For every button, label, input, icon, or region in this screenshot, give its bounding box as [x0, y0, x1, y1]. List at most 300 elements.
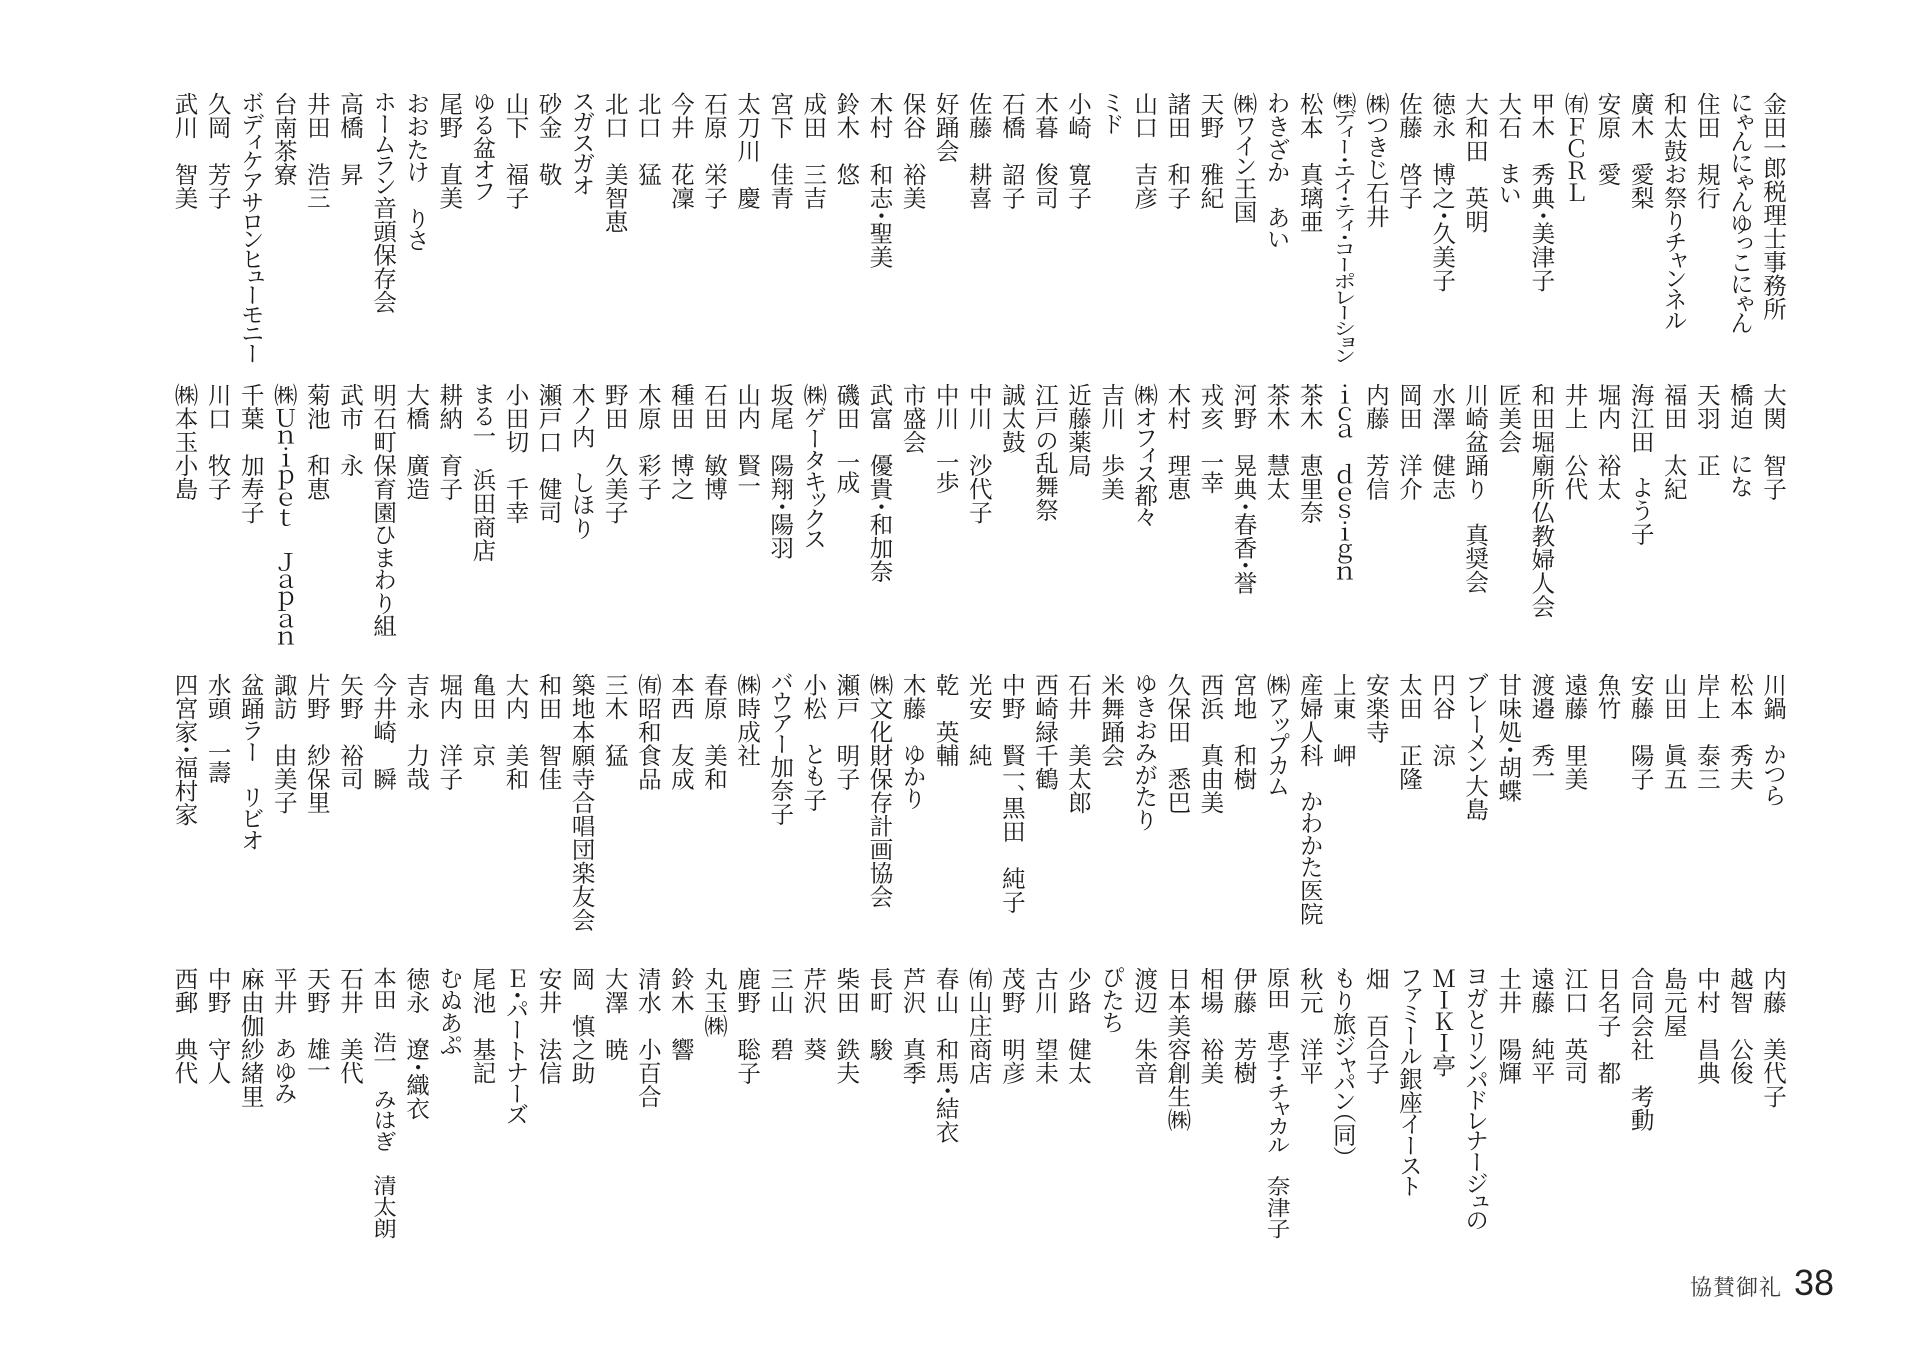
sponsor-column — [1261, 383, 1294, 658]
sponsor-name: 今井 花凜 — [666, 92, 695, 210]
sponsor-column — [764, 673, 797, 948]
sponsor-name: 種田 博之 — [666, 383, 695, 501]
sponsor-name: 明石町保育園ひまわり組 — [369, 383, 398, 638]
sponsor-column — [930, 673, 963, 948]
sponsor-column — [1095, 673, 1128, 948]
sponsor-column — [797, 92, 830, 367]
sponsor-column — [532, 383, 565, 658]
sponsor-name: 茂野 明彦 — [997, 967, 1026, 1085]
sponsor-name: 瀬戸 明子 — [832, 673, 861, 791]
sponsor-name: 和田堀廟所仏教婦人会 — [1527, 383, 1556, 618]
sponsor-column — [1525, 967, 1558, 1242]
sponsor-column — [1360, 383, 1393, 658]
sponsor-column — [863, 92, 896, 367]
sponsor-name: 石井 美代 — [335, 967, 364, 1085]
sponsor-name: ｉｃａ ｄｅｓｉｇｎ — [1328, 383, 1357, 582]
sponsor-column — [1029, 673, 1062, 948]
sponsor-name: 中川 一歩 — [931, 383, 960, 494]
sponsor-name: 小崎 寛子 — [1064, 92, 1093, 210]
sponsor-column — [1558, 967, 1591, 1242]
sponsor-column — [896, 673, 929, 948]
sponsor-column — [599, 967, 632, 1242]
sponsor-name: 丸玉㈱ — [700, 967, 728, 1038]
sponsor-name: ゆる盆オフ — [468, 92, 497, 201]
sponsor-name: スガスガオ — [567, 92, 596, 197]
sponsor-column — [1327, 673, 1360, 948]
sponsor-column — [1591, 967, 1624, 1242]
sponsor-name: 日名子 都 — [1593, 967, 1622, 1085]
sponsor-column — [1128, 673, 1161, 948]
sponsor-column — [532, 967, 565, 1242]
sponsor-name: 三山 碧 — [766, 967, 795, 1061]
sponsor-column — [1724, 673, 1757, 948]
sponsor-column — [1062, 383, 1095, 658]
sponsor-name: ボディケアサロンヒューモニー — [236, 92, 265, 365]
sponsor-name: 木村 理恵 — [1163, 383, 1192, 501]
sponsor-name: 尾野 直美 — [435, 92, 464, 210]
sponsor-name: 堀内 裕太 — [1593, 383, 1622, 501]
sponsor-column — [235, 673, 268, 948]
sponsor-column — [665, 673, 698, 948]
sponsor-name: 合同会社 考動 — [1626, 967, 1655, 1132]
sponsor-column — [334, 383, 367, 658]
sponsor-band — [167, 673, 1790, 948]
sponsor-name: 台南茶寮 — [269, 92, 298, 186]
sponsor-name: 近藤薬局 — [1064, 383, 1093, 477]
sponsor-name: 魚竹 — [1593, 673, 1622, 720]
sponsor-column — [268, 383, 301, 658]
sponsor-name: 岡 慎之助 — [567, 967, 596, 1085]
sponsor-name: ゆきおみがたり — [1130, 673, 1159, 831]
sponsor-column — [996, 383, 1029, 658]
sponsor-name: 金田一郎税理士事務所 — [1759, 92, 1787, 321]
sponsor-column — [1393, 673, 1426, 948]
sponsor-column — [830, 967, 863, 1242]
sponsor-name: 西郵 典代 — [170, 967, 199, 1085]
sponsor-column — [268, 967, 301, 1242]
sponsor-name: 吉川 歩美 — [1097, 383, 1126, 501]
sponsor-column — [433, 967, 466, 1242]
sponsor-name: 吉永 力哉 — [402, 673, 431, 791]
sponsor-column — [632, 92, 665, 367]
sponsor-name: 佐藤 耕喜 — [964, 92, 993, 210]
sponsor-name: 石原 栄子 — [700, 92, 728, 210]
sponsor-name: もり旅ジャパン（同） — [1328, 967, 1357, 1158]
sponsor-column — [1757, 673, 1790, 948]
sponsor-name: 徳永 博之・久美子 — [1428, 92, 1457, 292]
sponsor-column — [1658, 673, 1691, 948]
sponsor-column — [1625, 673, 1658, 948]
sponsor-column — [963, 673, 996, 948]
sponsor-name: 茶木 恵里奈 — [1295, 383, 1324, 524]
sponsor-column — [996, 92, 1029, 367]
sponsor-name: 松本 秀夫 — [1725, 673, 1754, 791]
sponsor-name: 成田 三吉 — [799, 92, 828, 210]
sponsor-column — [996, 673, 1029, 948]
sponsor-name: 少路 健太 — [1064, 967, 1093, 1085]
sponsor-column — [1360, 673, 1393, 948]
sponsor-column — [1625, 967, 1658, 1242]
sponsor-column — [1459, 967, 1492, 1242]
sponsor-column — [168, 967, 201, 1242]
sponsor-name: わきざか あい — [1262, 92, 1291, 250]
sponsor-name: まる一 浜田商店 — [468, 383, 497, 562]
sponsor-name: 堀内 洋子 — [435, 673, 464, 791]
sponsor-column — [367, 383, 400, 658]
sponsor-name: 日本美容創生㈱ — [1163, 967, 1192, 1132]
sponsor-name: 住田 規行 — [1692, 92, 1721, 210]
sponsor-name: 米舞踊会 — [1097, 673, 1126, 767]
sponsor-name: 天羽 正 — [1692, 383, 1721, 477]
sponsor-name: ホームラン音頭保存会 — [369, 92, 398, 314]
sponsor-column — [930, 92, 963, 367]
sponsor-column — [235, 967, 268, 1242]
sponsor-name: ㈲ＦＣＲＬ — [1560, 92, 1589, 204]
sponsor-name: 原田 恵子・チャカル 奈津子 — [1262, 967, 1291, 1239]
sponsor-column — [1327, 383, 1360, 658]
sponsor-name: 久岡 芳子 — [203, 92, 232, 210]
sponsor-column — [1492, 967, 1525, 1242]
sponsor-name: 三木 猛 — [600, 673, 629, 767]
sponsor-name: 鈴木 響 — [666, 967, 695, 1061]
sponsor-column — [1029, 383, 1062, 658]
sponsor-column — [764, 967, 797, 1242]
sponsor-name: ぴたち — [1097, 967, 1126, 1035]
sponsor-column — [334, 673, 367, 948]
sponsor-column — [466, 967, 499, 1242]
sponsor-name: 橋迫 にな — [1725, 383, 1754, 498]
sponsor-column — [202, 967, 235, 1242]
section-title: 協賛御礼 — [1689, 1276, 1782, 1301]
sponsor-column — [532, 673, 565, 948]
sponsor-name: 川鍋 かつら — [1759, 673, 1787, 807]
sponsor-column — [1261, 967, 1294, 1242]
sponsor-column — [1525, 92, 1558, 367]
sponsor-column — [830, 92, 863, 367]
sponsor-name: 太田 正隆 — [1394, 673, 1423, 791]
sponsor-name: 芹沢 葵 — [799, 967, 828, 1061]
sponsor-name: 佐藤 啓子 — [1394, 92, 1423, 210]
sponsor-column — [1194, 673, 1227, 948]
sponsor-name: 清水 小百合 — [633, 967, 662, 1108]
sponsor-name: 小松 とも子 — [799, 673, 828, 812]
sponsor-column — [896, 92, 929, 367]
sponsor-name: 内藤 芳信 — [1361, 383, 1390, 501]
sponsor-name: 光安 純 — [964, 673, 993, 767]
sponsor-name: 相場 裕美 — [1196, 967, 1225, 1085]
sponsor-column — [1459, 92, 1492, 367]
sponsor-name: 亀田 京 — [468, 673, 497, 767]
sponsor-name: 甘味処・胡蝶 — [1494, 673, 1523, 803]
sponsor-name: 大澤 暁 — [600, 967, 629, 1061]
sponsor-column — [1128, 383, 1161, 658]
sponsor-column — [930, 967, 963, 1242]
sponsor-name: 鹿野 聡子 — [733, 967, 762, 1085]
sponsor-column — [334, 967, 367, 1242]
sponsor-column — [1658, 383, 1691, 658]
sponsor-name: 本田 浩一 みはぎ 清太朗 — [369, 967, 398, 1240]
sponsor-column — [1691, 383, 1724, 658]
sponsor-column — [632, 673, 665, 948]
sponsor-name: ヨガとリンパドレナージュの — [1461, 967, 1490, 1231]
sponsor-column — [1558, 383, 1591, 658]
sponsor-name: 盆踊ラー リビオ — [236, 673, 265, 851]
sponsor-column — [433, 92, 466, 367]
sponsor-column — [1227, 383, 1260, 658]
sponsor-column — [1492, 383, 1525, 658]
sponsor-name: 上東 岬 — [1328, 673, 1357, 767]
sponsor-column — [499, 383, 532, 658]
sponsor-name: 磯田 一成 — [832, 383, 861, 494]
sponsor-column — [1426, 673, 1459, 948]
sponsor-name: 瀬戸口 健司 — [534, 383, 563, 524]
sponsor-name: 山内 賢一 — [733, 383, 762, 494]
sponsor-name: 伊藤 芳樹 — [1229, 967, 1258, 1085]
sponsor-name: 宮地 和樹 — [1229, 673, 1258, 791]
sponsor-column — [896, 967, 929, 1242]
sponsor-column — [1327, 92, 1360, 367]
sponsor-column — [1161, 967, 1194, 1242]
sponsor-column — [632, 383, 665, 658]
sponsor-name: ブレーメン大島 — [1461, 673, 1490, 821]
sponsor-column — [466, 92, 499, 367]
sponsor-name: 安原 愛 — [1593, 92, 1622, 186]
sponsor-column — [731, 673, 764, 948]
sponsor-name: 中川 沙代子 — [964, 383, 993, 524]
sponsor-column — [1360, 967, 1393, 1242]
sponsor-name: 渡邉 秀一 — [1527, 673, 1556, 784]
sponsor-name: 長町 駿 — [865, 967, 894, 1061]
sponsor-name: にゃんにゃんゆっこにゃん — [1725, 92, 1754, 335]
sponsor-column — [1426, 92, 1459, 367]
sponsor-column — [235, 383, 268, 658]
sponsor-column — [1591, 383, 1624, 658]
sponsor-column — [499, 673, 532, 948]
sponsor-column — [665, 383, 698, 658]
sponsor-column — [1757, 967, 1790, 1242]
sponsor-column — [1724, 92, 1757, 367]
sponsor-name: 耕納 育子 — [435, 383, 464, 501]
sponsor-name: 芦沢 真季 — [898, 967, 927, 1085]
sponsor-column — [698, 673, 731, 948]
sponsor-name: ㈱ディー・エイ・ティ・コーポレーション — [1328, 92, 1357, 364]
sponsor-name: 乾 英輔 — [931, 673, 960, 767]
sponsor-name: 太刀川 慶 — [733, 92, 762, 210]
sponsor-column — [1426, 967, 1459, 1242]
sponsor-column — [433, 673, 466, 948]
sponsor-column — [433, 383, 466, 658]
sponsor-column — [1294, 967, 1327, 1242]
sponsor-name: おおたけ りさ — [402, 92, 431, 253]
sponsor-column — [400, 967, 433, 1242]
sponsor-column — [797, 383, 830, 658]
sponsor-name: 山下 福子 — [501, 92, 530, 210]
sponsor-name: 北口 猛 — [633, 92, 662, 186]
sponsor-name: 川崎盆踊り 真奨会 — [1461, 383, 1490, 594]
sponsor-column — [1625, 92, 1658, 367]
sponsor-column — [963, 967, 996, 1242]
sponsor-name: 尾池 基記 — [468, 967, 497, 1085]
sponsor-name: 海江田 よう子 — [1626, 383, 1655, 546]
sponsor-name: 築地本願寺合唱団楽友会 — [567, 673, 596, 932]
sponsor-column — [168, 92, 201, 367]
sponsor-column — [665, 967, 698, 1242]
sponsor-column — [1591, 673, 1624, 948]
sponsor-column — [1525, 383, 1558, 658]
sponsor-column — [731, 92, 764, 367]
sponsor-name: 安楽寺 — [1361, 673, 1390, 744]
sponsor-column — [1492, 673, 1525, 948]
sponsor-column — [599, 92, 632, 367]
sponsor-column — [1691, 92, 1724, 367]
sponsor-name: 和田 智佳 — [534, 673, 563, 791]
sponsor-name: 山田 眞五 — [1659, 673, 1688, 791]
sponsor-column — [466, 383, 499, 658]
sponsor-column — [1691, 967, 1724, 1242]
sponsor-name: 大橋 廣造 — [402, 383, 431, 501]
sponsor-column — [599, 673, 632, 948]
sponsor-name: 岡田 洋介 — [1394, 383, 1423, 501]
sponsor-name: 好踊会 — [931, 92, 960, 163]
sponsor-column — [499, 92, 532, 367]
sponsor-column — [1062, 967, 1095, 1242]
sponsor-name: 春原 美和 — [700, 673, 728, 791]
sponsor-column — [863, 967, 896, 1242]
sponsor-name: 岸上 泰三 — [1692, 673, 1721, 791]
sponsor-name: 木村 和志・聖美 — [865, 92, 894, 269]
sponsor-name: 井田 浩三 — [302, 92, 331, 210]
sponsor-column — [1029, 92, 1062, 367]
sponsor-name: ファミール銀座イースト — [1394, 967, 1423, 1197]
sponsor-name: 安藤 陽子 — [1626, 673, 1655, 791]
sponsor-name: バウアー加奈子 — [766, 673, 795, 826]
sponsor-column — [797, 967, 830, 1242]
sponsor-name: ㈱オフィス都々 — [1130, 383, 1159, 527]
sponsor-name: ミド — [1097, 92, 1126, 136]
sponsor-column — [1591, 92, 1624, 367]
sponsor-column — [1492, 92, 1525, 367]
sponsor-name: ㈱アップカム — [1262, 673, 1291, 797]
sponsor-column — [1261, 673, 1294, 948]
sponsor-name: 戎亥 一幸 — [1196, 383, 1225, 494]
sponsor-column — [1757, 383, 1790, 658]
sponsor-column — [1062, 92, 1095, 367]
sponsor-name: 木暮 俊司 — [1030, 92, 1059, 210]
sponsor-name: 水澤 健志 — [1428, 383, 1457, 501]
sponsor-column — [1128, 967, 1161, 1242]
sponsor-column — [863, 383, 896, 658]
sponsor-name: 誠太鼓 — [997, 383, 1026, 454]
sponsor-name: 産婦人科 かわかた医院 — [1295, 673, 1324, 926]
sponsor-column — [1029, 967, 1062, 1242]
sponsor-column — [1261, 92, 1294, 367]
sponsor-column — [698, 383, 731, 658]
sponsor-name: 甲木 秀典・美津子 — [1527, 92, 1556, 292]
sponsor-band — [167, 92, 1790, 367]
sponsor-column — [996, 967, 1029, 1242]
sponsor-name: 平井 あゆみ — [269, 967, 298, 1105]
sponsor-name: 井上 公代 — [1560, 383, 1589, 501]
sponsor-column — [367, 673, 400, 948]
sponsor-column — [1227, 673, 1260, 948]
sponsor-column — [1724, 967, 1757, 1242]
sponsor-column — [566, 967, 599, 1242]
sponsor-column — [1393, 92, 1426, 367]
sponsor-name: 本西 友成 — [666, 673, 695, 791]
sponsor-name: 市盛会 — [898, 383, 927, 454]
sponsor-column — [698, 92, 731, 367]
sponsor-column — [400, 673, 433, 948]
sponsor-name: 木藤 ゆかり — [898, 673, 927, 810]
sponsor-column — [1327, 967, 1360, 1242]
sponsor-column — [1360, 92, 1393, 367]
sponsor-column — [863, 673, 896, 948]
sponsor-name: 遠藤 里美 — [1560, 673, 1589, 791]
sponsor-name: 茶木 慧太 — [1262, 383, 1291, 501]
sponsor-column — [930, 383, 963, 658]
sponsor-column — [1558, 673, 1591, 948]
sponsor-name: 保谷 裕美 — [898, 92, 927, 210]
sponsor-name: 山口 吉彦 — [1130, 92, 1159, 210]
sponsor-column — [1128, 92, 1161, 367]
sponsor-name: ㈱時成社 — [733, 673, 762, 767]
sponsor-column — [896, 383, 929, 658]
sponsor-name: 中野 守人 — [203, 967, 232, 1085]
sponsor-name: 安井 法信 — [534, 967, 563, 1085]
sponsor-column — [1095, 383, 1128, 658]
sponsor-name: 木ノ内 しほり — [567, 383, 596, 540]
sponsor-column — [797, 673, 830, 948]
sponsor-name: 大和田 英明 — [1461, 92, 1490, 233]
sponsor-name: 渡辺 朱音 — [1130, 967, 1159, 1085]
sponsor-column — [1095, 92, 1128, 367]
sponsor-name: 野田 久美子 — [600, 383, 629, 524]
sponsor-column — [301, 967, 334, 1242]
sponsor-column — [1227, 967, 1260, 1242]
sponsor-column — [566, 92, 599, 367]
sponsor-column — [1161, 383, 1194, 658]
sponsor-column — [367, 92, 400, 367]
sponsor-name: 江戸の乱舞祭 — [1030, 383, 1059, 522]
sponsor-column — [1294, 92, 1327, 367]
sponsor-column — [168, 673, 201, 948]
sponsor-column — [202, 673, 235, 948]
sponsor-column — [599, 383, 632, 658]
sponsor-column — [1062, 673, 1095, 948]
sponsor-column — [1658, 967, 1691, 1242]
sponsor-column — [1294, 673, 1327, 948]
sponsor-column — [1161, 92, 1194, 367]
sponsor-name: 古川 望未 — [1030, 967, 1059, 1085]
sponsor-name: 西浜 真由美 — [1196, 673, 1225, 814]
sponsor-name: 水頭 一壽 — [203, 673, 232, 784]
sponsor-column — [268, 92, 301, 367]
sponsor-column — [1393, 383, 1426, 658]
sponsor-column — [466, 673, 499, 948]
sponsor-column — [532, 92, 565, 367]
sponsor-column — [499, 967, 532, 1242]
sponsor-name: 西崎緑千鶴 — [1030, 673, 1059, 791]
sponsor-column — [400, 383, 433, 658]
sponsor-name: 天野 雄一 — [302, 967, 331, 1078]
sponsor-name: 片野 紗保里 — [302, 673, 331, 814]
sponsor-name: 河野 晃典・春香・誉 — [1229, 383, 1258, 595]
sponsor-column — [301, 92, 334, 367]
sponsor-name: 武富 優貴・和加奈 — [865, 383, 894, 583]
sponsor-column — [566, 383, 599, 658]
sponsor-column — [1426, 383, 1459, 658]
sponsor-column — [764, 92, 797, 367]
